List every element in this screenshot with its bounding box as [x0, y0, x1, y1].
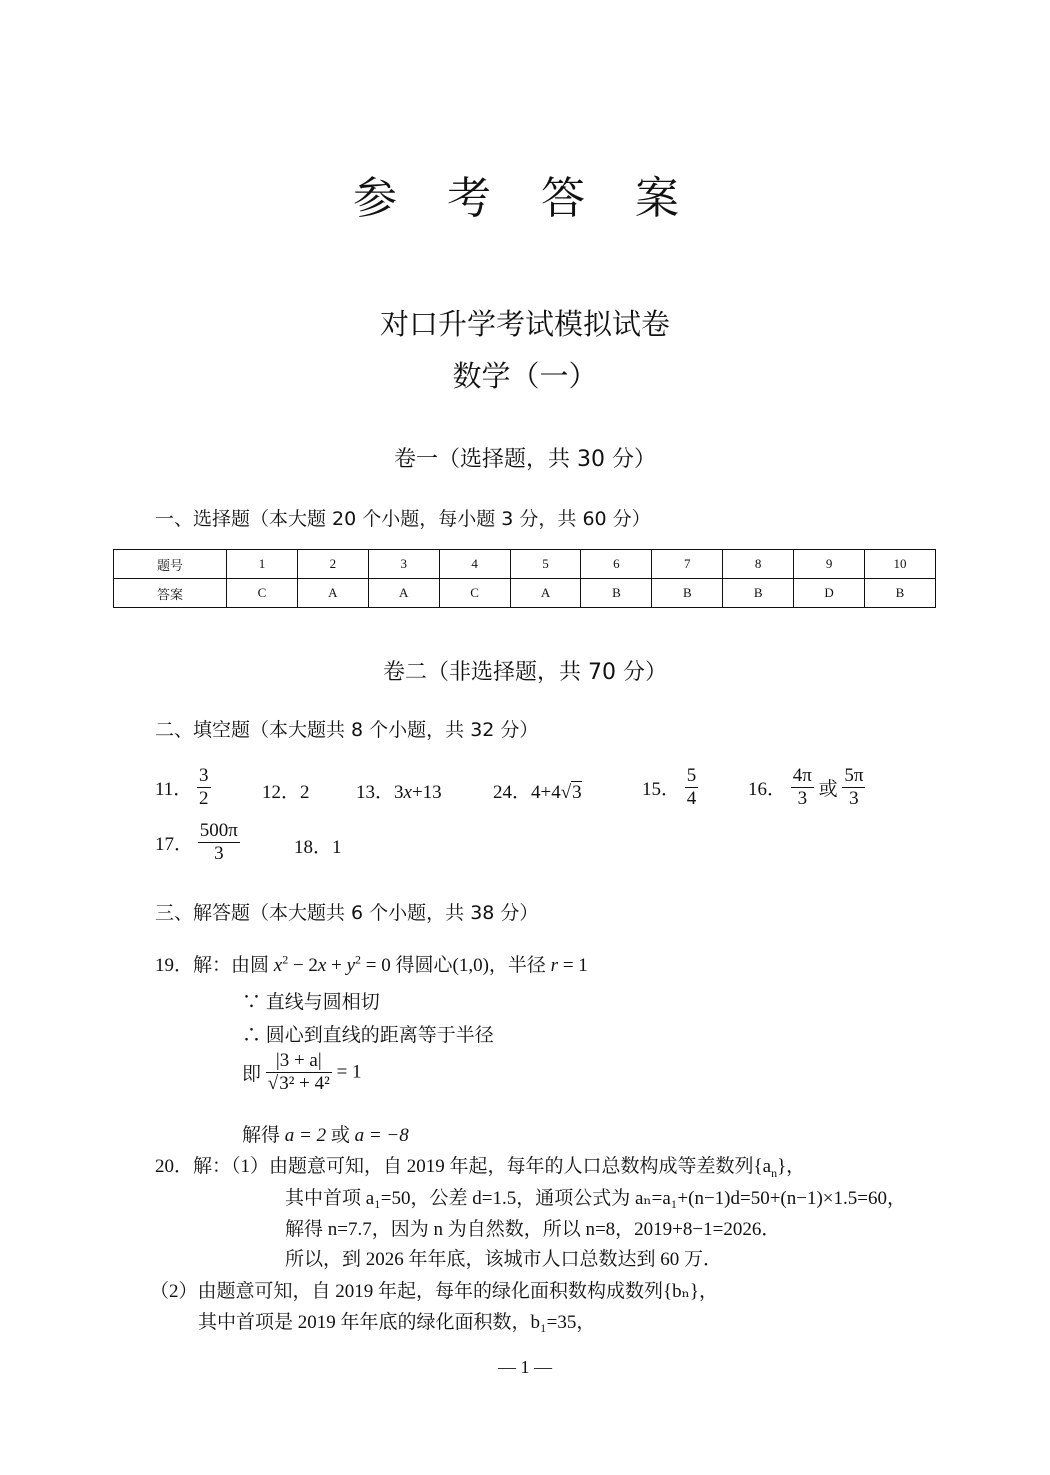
denominator: 2 [199, 787, 209, 809]
answer-cell: B [723, 579, 794, 608]
question-number-cell: 3 [368, 550, 439, 579]
question-number-cell: 10 [865, 550, 936, 579]
table-header-cell: 答案 [114, 579, 227, 608]
answer-24 [493, 777, 582, 804]
or-text: 或 [330, 1125, 350, 1146]
circle-equation: $x^2 - 2x + y^2 = 0$ [273, 952, 391, 976]
denominator: 3 [797, 787, 808, 809]
table-row [114, 579, 936, 608]
answer-cell: A [297, 579, 368, 608]
equals-one: = 1 [336, 1061, 362, 1083]
question-number-cell: 9 [794, 550, 865, 579]
q19-line-2: ∵ 直线与圆相切 [242, 992, 380, 1013]
q19-line-4 [242, 1050, 362, 1095]
fraction [198, 820, 240, 865]
ji-text: 即 [242, 1063, 262, 1085]
denominator: 3 [849, 787, 859, 809]
answer-cell: B [581, 579, 652, 608]
solution-1: a = 2 [284, 1125, 327, 1146]
section-one-heading: 一、选择题（本大题 20 个小题，每小题 3 分，共 60 分） [155, 508, 651, 530]
answer-cell: D [794, 579, 865, 608]
question-label: 11． [155, 778, 193, 800]
question-label: 17． [155, 833, 194, 855]
question-label: 16． [748, 778, 787, 800]
question-number-cell: 6 [581, 550, 652, 579]
numerator: 5 [686, 765, 697, 786]
answer-table [113, 549, 936, 608]
page-title: 参 考 答 案 [353, 173, 697, 224]
page-number: — 1 — [498, 1357, 552, 1377]
solve-text: 解得 [242, 1125, 281, 1146]
q20-line-3: 解得 n=7.7，因为 n 为自然数，所以 n=8，2019+8−1=2026． [285, 1219, 781, 1240]
fraction [197, 765, 211, 810]
q19-label: 19．解：由圆 [155, 955, 270, 976]
sqrt-icon: √ [267, 1072, 279, 1094]
question-label: 15． [642, 778, 681, 800]
answer-cell: A [510, 579, 581, 608]
q20-line-1-text: 20．解：（1）由题意可知，自 2019 年起，每年的人口总数构成等差数列{a [155, 1156, 772, 1177]
numerator: |3 + a| [266, 1050, 332, 1073]
question-number-cell: 5 [510, 550, 581, 579]
answer-12: 12．2 [262, 782, 310, 803]
answer-cell: A [368, 579, 439, 608]
fraction [842, 765, 865, 810]
solution-2: a = −8 [354, 1125, 409, 1146]
denominator: 4 [686, 787, 697, 809]
answer-15 [642, 765, 698, 810]
answer-cell: B [865, 579, 936, 608]
radicand: 3² + 4² [279, 1072, 330, 1094]
q20-line-1 [155, 1151, 805, 1181]
numerator: 5π [844, 765, 864, 786]
answer-18: 18．1 [294, 837, 342, 858]
distance-fraction [266, 1050, 332, 1095]
radicand: 3 [572, 782, 582, 803]
answer-cell: C [227, 579, 298, 608]
denominator [266, 1073, 332, 1095]
question-number-cell: 8 [723, 550, 794, 579]
question-number-cell: 1 [227, 550, 298, 579]
fraction [685, 765, 699, 810]
exam-title: 对口升学考试模拟试卷 [379, 307, 670, 341]
numerator: 3 [199, 765, 209, 786]
question-number-cell: 7 [652, 550, 723, 579]
radius-value: = 1 [562, 955, 588, 976]
q20-line-2: 其中首项 a₁=50，公差 d=1.5，通项公式为 aₙ=a₁+(n−1)d=50+(n−1)×1.5=60， [285, 1188, 906, 1209]
section-three-heading: 三、解答题（本大题共 6 个小题，共 38 分） [155, 902, 539, 924]
q20-line-1-end: }， [777, 1156, 806, 1177]
section-two-heading: 二、填空题（本大题共 8 个小题，共 32 分） [155, 719, 539, 741]
sqrt-icon: √ [560, 782, 572, 803]
question-number-cell: 2 [297, 550, 368, 579]
answer-11 [155, 765, 211, 810]
question-label: 13．3 [356, 782, 404, 803]
table-header-cell: 题号 [114, 550, 227, 579]
radius-text: ，半径 [488, 955, 546, 976]
q19-line-1: 19．解：由圆 $x^2 - 2x + y^2 = 0$ 得圆心(1,0)，半径 r = 1 [155, 952, 588, 976]
answer-tail: +13 [411, 782, 442, 803]
q20-line-4: 所以，到 2026 年年底，该城市人口总数达到 60 万． [285, 1249, 723, 1270]
answer-13 [356, 777, 442, 804]
or-text: 或 [818, 777, 838, 800]
answer-16 [748, 765, 865, 810]
answer-17 [155, 820, 240, 865]
numerator: 500π [199, 820, 238, 841]
variable: x [403, 782, 412, 803]
subject-title: 数学（一） [452, 359, 598, 393]
table-row [114, 550, 936, 579]
answer-cell: C [439, 579, 510, 608]
answer-cell: B [652, 579, 723, 608]
part-two-heading: 卷二（非选择题，共 70 分） [383, 660, 667, 685]
question-label: 24．4+4 [493, 782, 561, 803]
question-number-cell: 4 [439, 550, 510, 579]
denominator: 3 [214, 842, 224, 864]
subscript: n [771, 1165, 778, 1180]
q19-line-5 [242, 1120, 409, 1147]
get-center-text: 得圆心 [395, 955, 453, 976]
fraction [791, 765, 814, 810]
q20-line-6: 其中首项是 2019 年年底的绿化面积数，b₁=35， [198, 1312, 596, 1333]
q19-line-3: ∴ 圆心到直线的距离等于半径 [242, 1025, 494, 1046]
q20-line-5: （2）由题意可知，自 2019 年起，每年的绿化面积数构成数列{bₙ}， [150, 1281, 718, 1302]
circle-center: (1,0) [452, 955, 489, 976]
numerator: 4π [792, 765, 812, 786]
part-one-heading: 卷一（选择题，共 30 分） [394, 447, 656, 472]
